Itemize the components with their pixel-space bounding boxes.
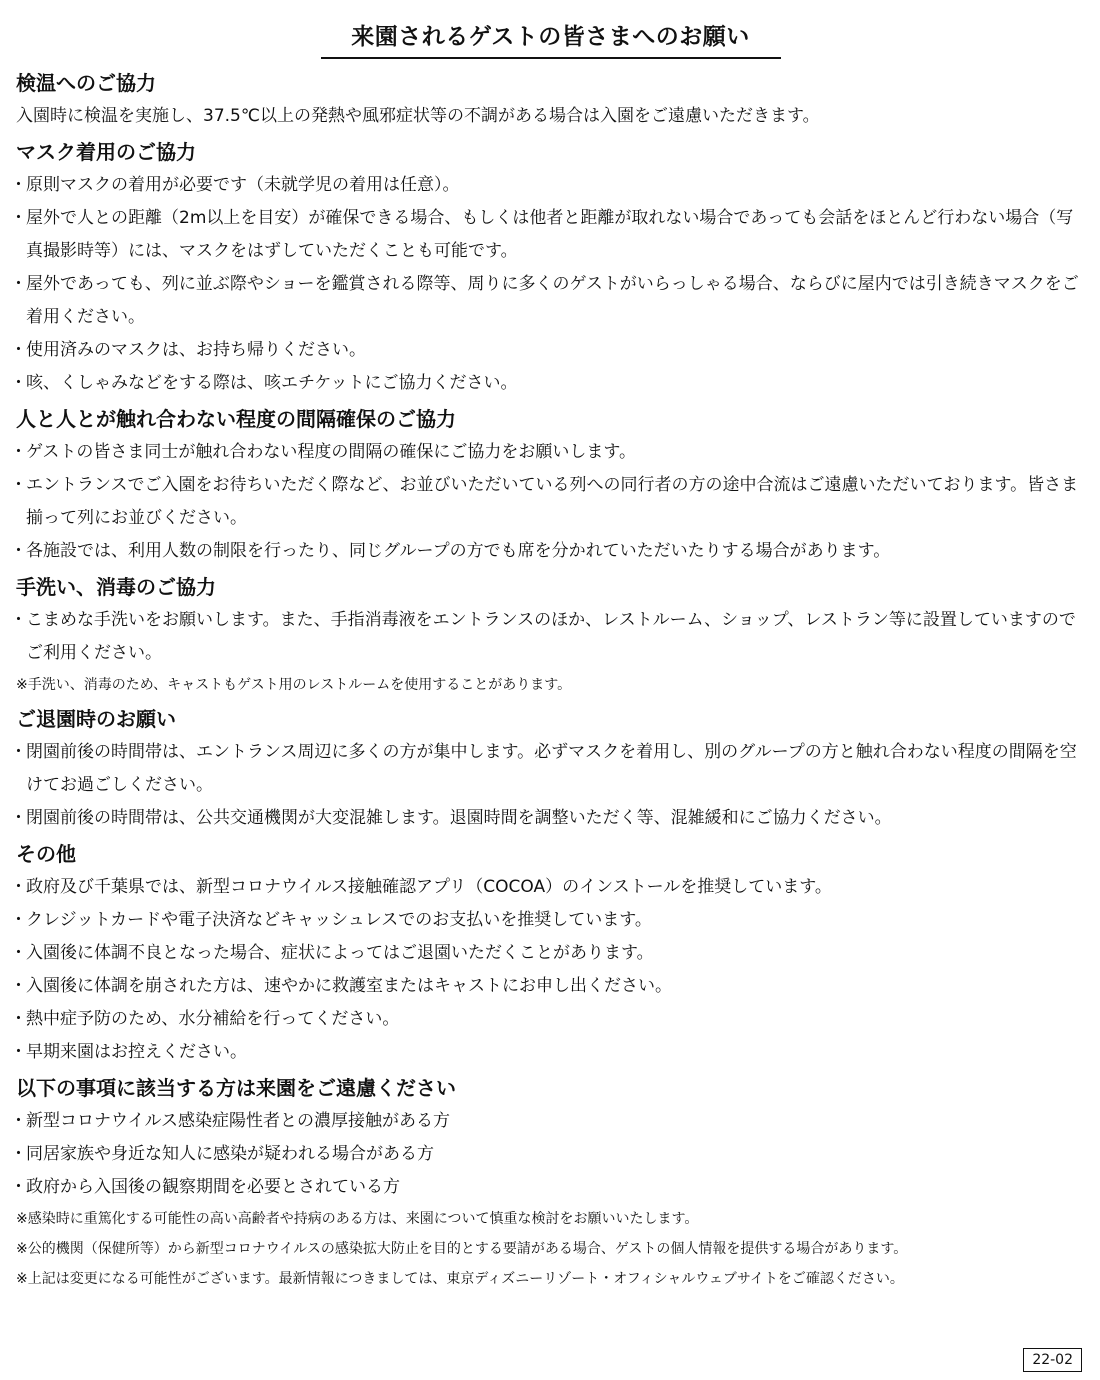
section-1: [16, 135, 1085, 400]
footnote: ※公的機関（保健所等）から新型コロナウイルスの感染拡大防止を目的とする要請がある場合、ゲストの個人情報を提供する場合があります。: [16, 1241, 908, 1257]
section-heading: 以下の事項に該当する方は来園をご遠慮ください: [16, 1076, 456, 1100]
bullet-item: ・ こまめな手洗いをお願いします。また、手指消毒液をエントランスのほか、レストルーム、ショップ、レストラン等に設置していますのでご利用ください。: [16, 604, 1085, 670]
bullet-item: ・ 閉園前後の時間帯は、エントランス周辺に多くの方が集中します。必ずマスクを着用し、別のグループの方と触れ合わない程度の間隔を空けてお過ごしください。: [16, 736, 1085, 802]
section-heading: ご退園時のお願い: [16, 707, 176, 731]
section-5: [16, 837, 1085, 1069]
section-2: [16, 402, 1085, 568]
footnote: ※上記は変更になる可能性がございます。最新情報につきましては、東京ディズニーリゾート・オフィシャルウェブサイトをご確認ください。: [16, 1271, 904, 1287]
title-area: [16, 14, 1085, 64]
bullet-item: ・ 屋外であっても、列に並ぶ際やショーを鑑賞される際等、周りに多くのゲストがいらっしゃる場合、ならびに屋内では引き続きマスクをご着用ください。: [16, 268, 1085, 334]
bullet-item: ・ ゲストの皆さま同士が触れ合わない程度の間隔の確保にご協力をお願いします。: [16, 436, 1085, 469]
footnote: ※感染時に重篤化する可能性の高い高齢者や持病のある方は、来園について慎重な検討をお願いいたします。: [16, 1211, 699, 1227]
bullet-item: ・ 屋外で人との距離（2m以上を目安）が確保できる場合、もしくは他者と距離が取れない場合であっても会話をほとんど行わない場合（写真撮影時等）には、マスクをはずしていただくことも可能です。: [16, 202, 1085, 268]
section-4: [16, 702, 1085, 835]
section-heading: その他: [16, 842, 76, 866]
bullet-item: ・ 新型コロナウイルス感染症陽性者との濃厚接触がある方: [16, 1105, 1085, 1138]
bullet-item: ・ 咳、くしゃみなどをする際は、咳エチケットにご協力ください。: [16, 367, 1085, 400]
bullet-item: ・ 同居家族や身近な知人に感染が疑われる場合がある方: [16, 1138, 1085, 1171]
bullet-item: ・ エントランスでご入園をお待ちいただく際など、お並びいただいている列への同行者の方の途中合流はご遠慮いただいております。皆さま揃って列にお並びください。: [16, 469, 1085, 535]
bullet-item: ・ 閉園前後の時間帯は、公共交通機関が大変混雑します。退園時間を調整いただく等、混雑緩和にご協力ください。: [16, 802, 1085, 835]
footnote: ※手洗い、消毒のため、キャストもゲスト用のレストルームを使用することがあります。: [16, 677, 572, 693]
notice-body: [16, 66, 1085, 1294]
bullet-item: ・ 早期来園はお控えください。: [16, 1036, 1085, 1069]
bullet-item: ・ 政府から入国後の観察期間を必要とされている方: [16, 1171, 1085, 1204]
bullet-item: ・ 各施設では、利用人数の制限を行ったり、同じグループの方でも席を分かれていただいたりする場合があります。: [16, 535, 1085, 568]
section-heading: 検温へのご協力: [16, 71, 156, 95]
page-title: 来園されるゲストの皆さまへのお願い: [321, 14, 781, 59]
bullet-item: ・ 原則マスクの着用が必要です（未就学児の着用は任意）。: [16, 169, 1085, 202]
section-0: [16, 66, 1085, 133]
section-6: [16, 1071, 1085, 1294]
section-heading: 手洗い、消毒のご協力: [16, 575, 216, 599]
bullet-item: ・ 入園後に体調を崩された方は、速やかに救護室またはキャストにお申し出ください。: [16, 970, 1085, 1003]
document-code: 22-02: [1023, 1348, 1082, 1372]
bullet-item: ・ 政府及び千葉県では、新型コロナウイルス接触確認アプリ（COCOA）のインストールを推奨しています。: [16, 871, 1085, 904]
bullet-item: ・ 入園後に体調不良となった場合、症状によってはご退園いただくことがあります。: [16, 937, 1085, 970]
section-text: 入園時に検温を実施し、37.5℃以上の発熱や風邪症状等の不調がある場合は入園をご遠慮いただきます。: [16, 106, 820, 126]
bullet-item: ・ 熱中症予防のため、水分補給を行ってください。: [16, 1003, 1085, 1036]
bullet-item: ・ 使用済みのマスクは、お持ち帰りください。: [16, 334, 1085, 367]
bullet-item: ・ クレジットカードや電子決済などキャッシュレスでのお支払いを推奨しています。: [16, 904, 1085, 937]
section-3: [16, 570, 1085, 700]
section-heading: マスク着用のご協力: [16, 140, 196, 164]
section-heading: 人と人とが触れ合わない程度の間隔確保のご協力: [16, 407, 456, 431]
